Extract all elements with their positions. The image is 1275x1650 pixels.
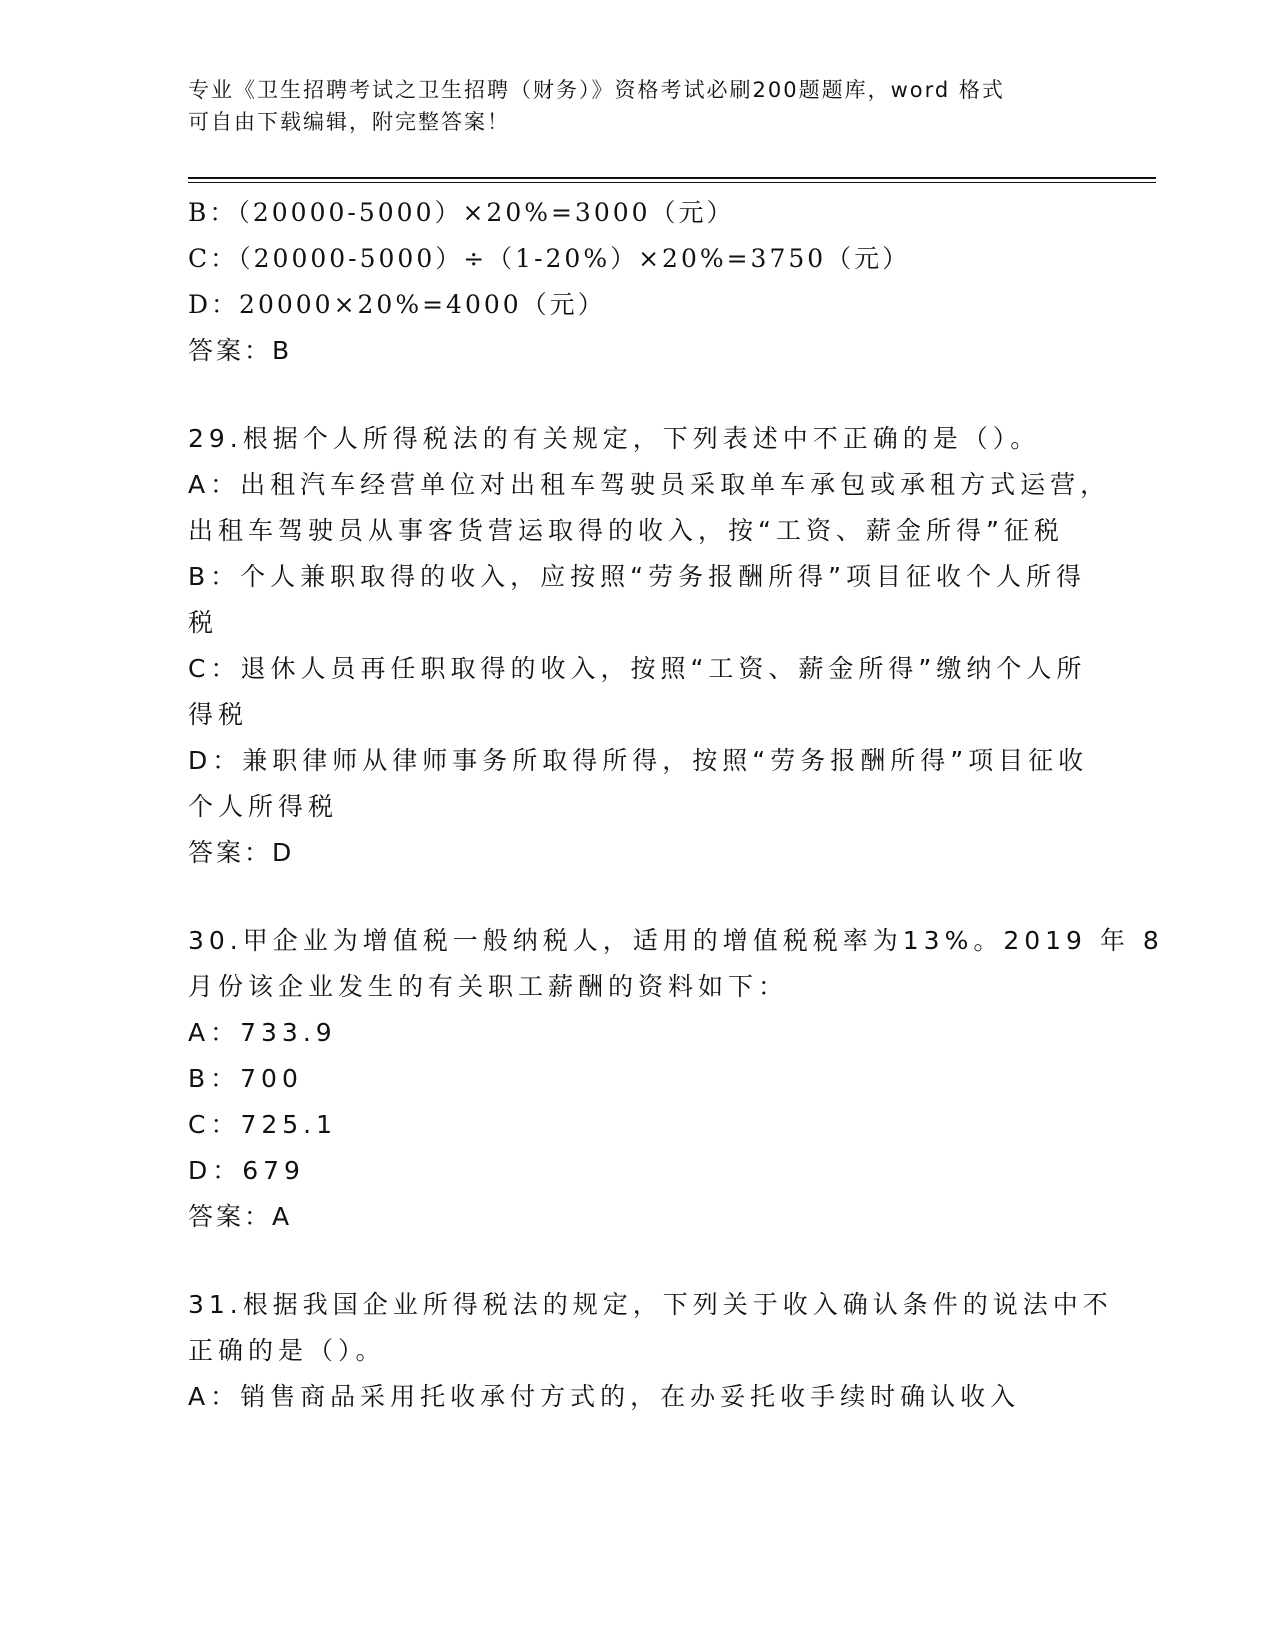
q30-option-c: C：725.1 <box>188 1110 338 1139</box>
q30-stem-line-1: 30.甲企业为增值税一般纳税人，适用的增值税税率为13%。2019 年 8 <box>188 926 1164 955</box>
page-header <box>188 74 1068 138</box>
q29-option-b-line-1: B：个人兼职取得的收入，应按照“劳务报酬所得”项目征收个人所得 <box>188 562 1087 591</box>
q28-option-b: B：（20000-5000）×20%=3000（元） <box>188 198 735 227</box>
q29-option-b-line-2: 税 <box>188 608 219 637</box>
q28-option-d: D：20000×20%=4000（元） <box>188 290 606 319</box>
header-divider-thin <box>188 182 1156 183</box>
q29-option-d-line-2: 个人所得税 <box>188 792 339 821</box>
q29-stem: 29.根据个人所得税法的有关规定，下列表述中不正确的是（）。 <box>188 424 1041 453</box>
header-line-2: 可自由下载编辑，附完整答案！ <box>188 110 510 134</box>
q29-option-a-line-1: A：出租汽车经营单位对出租车驾驶员采取单车承包或承租方式运营， <box>188 470 1111 499</box>
document-body <box>188 190 1164 1420</box>
q29-option-c-line-2: 得税 <box>188 700 249 729</box>
question-31 <box>188 1282 1113 1420</box>
q30-option-a: A：733.9 <box>188 1018 337 1047</box>
q30-option-d: D：679 <box>188 1156 305 1185</box>
question-28 <box>188 190 1088 374</box>
q29-option-a-line-2: 出租车驾驶员从事客货营运取得的收入，按“工资、薪金所得”征税 <box>188 516 1064 545</box>
q31-option-a: A：销售商品采用托收承付方式的，在办妥托收手续时确认收入 <box>188 1382 1021 1411</box>
q30-stem-line-2: 月份该企业发生的有关职工薪酬的资料如下： <box>188 972 789 1001</box>
q29-option-c-line-1: C：退休人员再任职取得的收入，按照“工资、薪金所得”缴纳个人所 <box>188 654 1087 683</box>
q30-option-b: B：700 <box>188 1064 303 1093</box>
q30-answer: 答案：A <box>188 1202 293 1231</box>
question-30 <box>188 918 1164 1240</box>
q31-stem-line-2: 正确的是（）。 <box>188 1336 386 1365</box>
q31-stem-line-1: 31.根据我国企业所得税法的规定，下列关于收入确认条件的说法中不 <box>188 1290 1113 1319</box>
q29-option-d-line-1: D：兼职律师从律师事务所取得所得，按照“劳务报酬所得”项目征收 <box>188 746 1089 775</box>
q28-answer: 答案：B <box>188 336 293 365</box>
q29-answer: 答案：D <box>188 838 295 867</box>
header-divider-thick <box>188 177 1156 179</box>
header-line-1: 专业《卫生招聘考试之卫生招聘（财务）》资格考试必刷200题题库，word 格式 <box>188 78 1005 102</box>
question-29 <box>188 416 1111 876</box>
q28-option-c: C：（20000-5000）÷（1-20%）×20%=3750（元） <box>188 244 911 273</box>
